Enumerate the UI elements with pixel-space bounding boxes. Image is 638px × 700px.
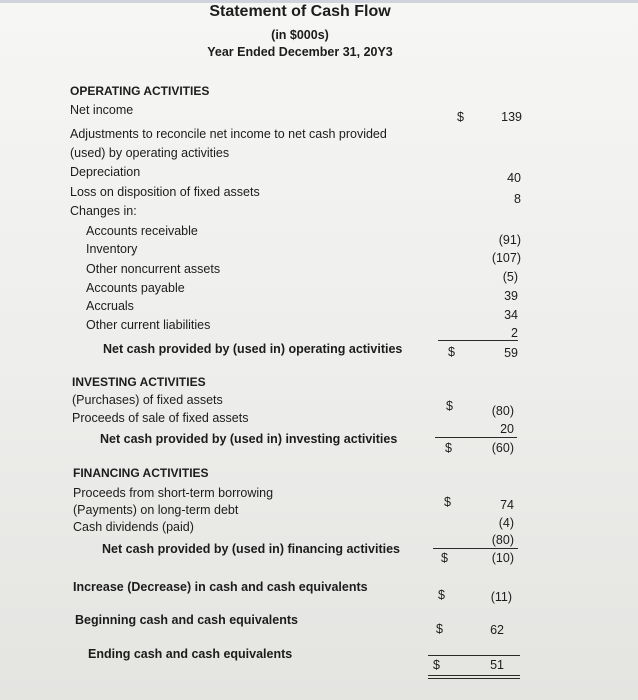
investing-total-value: (60) [491,441,514,455]
cash-dividends-value: (80) [491,533,514,547]
long-term-debt-label: (Payments) on long-term debt [73,503,239,517]
purchases-fixed-assets-value: (80) [491,404,514,418]
operating-subtotal-rule [438,340,518,341]
ending-cash-currency: $ [433,658,440,672]
purchases-fixed-assets-currency: $ [446,399,453,413]
adjustments-label-line1: Adjustments to reconcile net income to net cash provided [70,127,387,141]
beginning-cash-label: Beginning cash and cash equivalents [75,613,298,627]
ending-cash-value: 51 [490,658,504,672]
accounts-receivable-value: (91) [498,233,521,247]
net-change-cash-currency: $ [438,588,445,602]
short-term-borrowing-label: Proceeds from short-term borrowing [73,486,274,500]
other-noncurrent-assets-label: Other noncurrent assets [86,262,221,276]
ending-cash-double-rule-2 [428,678,520,679]
beginning-cash-currency: $ [436,622,443,636]
statement-title: Statement of Cash Flow [209,3,391,20]
financing-subtotal-rule [433,548,518,549]
beginning-cash-value: 62 [490,623,504,637]
operating-heading: OPERATING ACTIVITIES [70,84,210,98]
statement-period: Year Ended December 31, 20Y3 [207,45,393,59]
depreciation-label: Depreciation [70,165,141,179]
accounts-receivable-label: Accounts receivable [86,224,198,238]
investing-total-currency: $ [445,441,452,455]
operating-total-value: 59 [504,346,518,360]
proceeds-sale-fixed-assets-label: Proceeds of sale of fixed assets [72,411,249,425]
financing-total-value: (10) [491,551,514,565]
other-noncurrent-assets-value: (5) [502,270,518,284]
proceeds-sale-fixed-assets-value: 20 [500,422,514,436]
long-term-debt-value: (4) [498,516,514,530]
other-current-liabilities-label: Other current liabilities [86,318,211,332]
operating-total-currency: $ [448,345,455,359]
ending-cash-label: Ending cash and cash equivalents [88,647,293,661]
net-change-cash-value: (11) [490,590,512,604]
ending-cash-top-rule [428,655,520,656]
investing-heading: INVESTING ACTIVITIES [72,375,206,389]
ending-cash-double-rule-1 [428,675,520,676]
loss-disposition-label: Loss on disposition of fixed assets [70,185,260,199]
accruals-label: Accruals [86,299,134,313]
accruals-value: 34 [504,308,518,322]
depreciation-value: 40 [507,171,521,185]
loss-disposition-value: 8 [514,192,521,206]
net-change-cash-label: Increase (Decrease) in cash and cash equivalents [73,580,368,594]
operating-total-label: Net cash provided by (used in) operating activities [103,342,403,356]
net-income-currency: $ [457,110,464,124]
inventory-value: (107) [491,251,521,265]
net-income-value: 139 [501,110,522,124]
financing-total-currency: $ [441,551,448,565]
other-current-liabilities-value: 2 [511,326,518,340]
changes-in-label: Changes in: [70,204,137,218]
short-term-borrowing-value: 74 [500,498,514,512]
net-income-label: Net income [70,103,134,117]
statement-units: (in $000s) [271,28,329,42]
financing-heading: FINANCING ACTIVITIES [73,466,209,480]
investing-subtotal-rule [435,437,517,438]
investing-total-label: Net cash provided by (used in) investing activities [100,432,398,446]
short-term-borrowing-currency: $ [444,495,451,509]
inventory-label: Inventory [86,242,138,256]
cash-dividends-label: Cash dividends (paid) [73,520,194,534]
financing-total-label: Net cash provided by (used in) financing activities [102,542,400,556]
purchases-fixed-assets-label: (Purchases) of fixed assets [72,393,223,407]
adjustments-label-line2: (used) by operating activities [70,146,230,160]
accounts-payable-label: Accounts payable [86,281,185,295]
accounts-payable-value: 39 [504,289,518,303]
